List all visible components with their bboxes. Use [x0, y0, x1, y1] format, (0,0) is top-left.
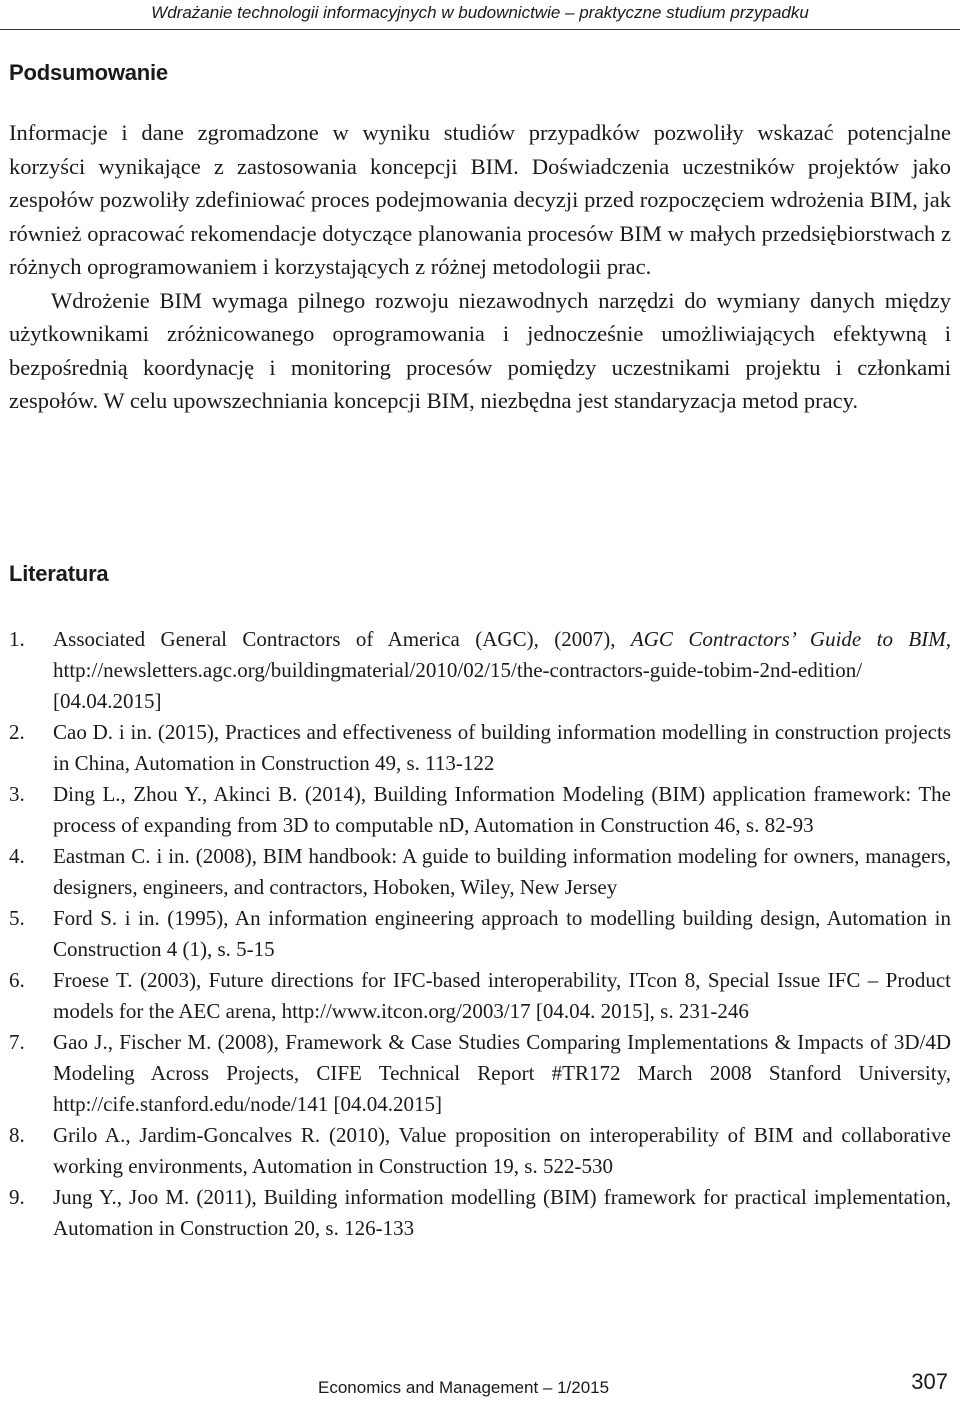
reference-number: 5. [9, 906, 25, 930]
reference-text [53, 779, 951, 841]
reference-text [53, 1120, 951, 1182]
reference-text-main: Froese T. (2003), Future directions for IFC-based interoperability, ITcon 8, Special Issue IFC – Product models for the AEC arena, http://www.itcon.org/2003/17 [04.04. 2015], s. 231-246 [53, 968, 951, 1023]
journal-info: Economics and Management – 1/2015 [318, 1378, 610, 1397]
reference-text [53, 1027, 951, 1120]
reference-number: 3. [9, 782, 25, 806]
reference-text [53, 717, 951, 779]
reference-number: 2. [9, 720, 25, 744]
reference-text [53, 1182, 951, 1244]
reference-number: 6. [9, 968, 25, 992]
reference-item [9, 779, 951, 841]
section-heading-summary: Podsumowanie [9, 60, 168, 85]
reference-text-main: Ford S. i in. (1995), An information engineering approach to modelling building design, Automation in Construction 4 (1), s. 5-15 [53, 906, 951, 961]
summary-paragraph-1: Informacje i dane zgromadzone w wyniku studiów przypadków pozwoliły wskazać potencjalne korzyści wynikające z zastosowania koncepcji BIM. Doświadczenia uczestników projektów jako zespołów pozwoliły zdefiniować proces podejmowania decyzji przed rozpoczęciem wdrożenia BIM, jak również opracować rekomendacje dotyczące planowania procesów BIM w małych przedsiębiorstwach z różnych oprogramowaniem i korzystających z różnej metodologii prac. [9, 120, 951, 279]
reference-text [53, 903, 951, 965]
page-number: 307 [911, 1369, 948, 1394]
reference-text-main: Associated General Contractors of America (AGC), (2007), [53, 627, 631, 651]
reference-item [9, 841, 951, 903]
reference-text-main: Grilo A., Jardim-Goncalves R. (2010), Value proposition on interoperability of BIM and collaborative working environments, Automation in Construction 19, s. 522-530 [53, 1123, 951, 1178]
reference-text [53, 841, 951, 903]
reference-text-tail: http://newsletters.agc.org/buildingmaterial/2010/02/15/the-contractors-guide-tobim-2nd-edition/ [04.04.2015] [53, 658, 863, 713]
running-header: Wdrażanie technologii informacyjnych w budownictwie – praktyczne studium przypadku [0, 0, 960, 30]
reference-item [9, 717, 951, 779]
reference-item [9, 965, 951, 1027]
reference-number: 7. [9, 1030, 25, 1054]
reference-item [9, 624, 951, 717]
reference-number: 1. [9, 627, 25, 651]
section-heading-literature: Literatura [9, 561, 109, 586]
reference-text [53, 624, 951, 717]
reference-item [9, 1120, 951, 1182]
reference-item [9, 1182, 951, 1244]
summary-text [9, 116, 951, 418]
reference-number: 4. [9, 844, 25, 868]
reference-item [9, 903, 951, 965]
reference-text-main: Ding L., Zhou Y., Akinci B. (2014), Building Information Modeling (BIM) application framework: The process of expanding from 3D to computable nD, Automation in Construction 46, s. 82-93 [53, 782, 951, 837]
reference-text-main: Gao J., Fischer M. (2008), Framework & Case Studies Comparing Implementations & Impacts of 3D/4D Modeling Across Projects, CIFE Technical Report #TR172 March 2008 Stanford University, http://cife.stanford.edu/node/141 [04.04.2015] [53, 1030, 951, 1116]
reference-item [9, 1027, 951, 1120]
reference-number: 8. [9, 1123, 25, 1147]
reference-text-main: Jung Y., Joo M. (2011), Building information modelling (BIM) framework for practical implementation, Automation in Construction 20, s. 126-133 [53, 1185, 951, 1240]
reference-text-main: Cao D. i in. (2015), Practices and effectiveness of building information modelling in construction projects in China, Automation in Construction 49, s. 113-122 [53, 720, 951, 775]
summary-paragraph-2: Wdrożenie BIM wymaga pilnego rozwoju niezawodnych narzędzi do wymiany danych między użytkownikami zróżnicowanego oprogramowania i jednocześnie umożliwiających efektywną i bezpośrednią koordynację i monitoring procesów pomiędzy uczestnikami projektu i członkami zespołów. W celu upowszechniania koncepcji BIM, niezbędna jest standaryzacja metod pracy. [9, 287, 951, 413]
reference-number: 9. [9, 1185, 25, 1209]
reference-text [53, 965, 951, 1027]
reference-list [9, 624, 951, 1244]
reference-title-italic: AGC Contractors’ Guide to BIM, [630, 627, 951, 651]
reference-text-main: Eastman C. i in. (2008), BIM handbook: A guide to building information modeling for owners, managers, designers, engineers, and contractors, Hoboken, Wiley, New Jersey [53, 844, 951, 899]
